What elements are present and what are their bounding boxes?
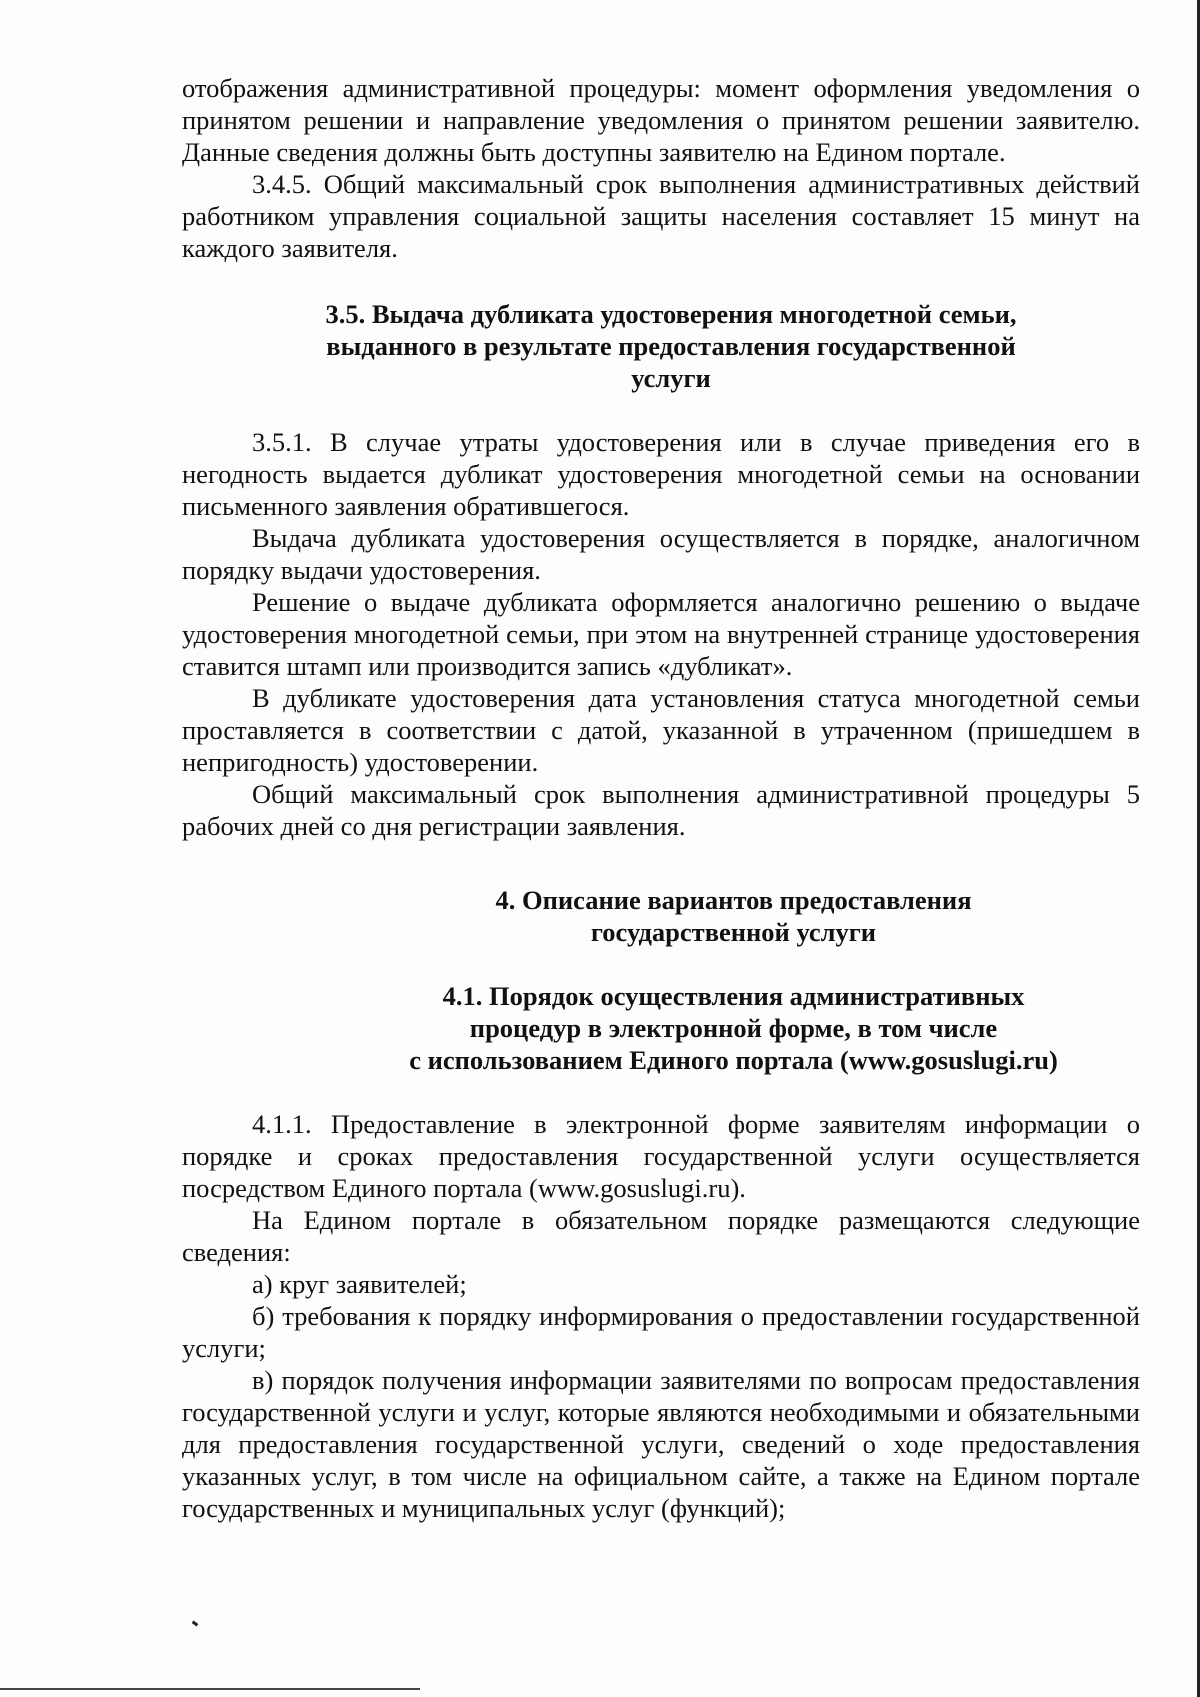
paragraph: отображения административной процедуры: момент оформления уведомления о принятом решении и направление уведомления о принятом решении заявителю. Данные сведения должны быть доступны заявителю на Едином портале. [182,73,1140,167]
paragraph: 3.4.5. Общий максимальный срок выполнения административных действий работником управления социальной защиты населения составляет 15 минут на каждого заявителя. [182,169,1140,263]
section-heading-4 [182,884,1140,948]
paragraph: Выдача дубликата удостоверения осуществляется в порядке, аналогичном порядку выдачи удостоверения. [182,523,1140,585]
list-item: в) порядок получения информации заявителями по вопросам предоставления государственной услуги и услуг, которые являются необходимыми и обязательными для предоставления государственной услуги, сведений о ходе предоставления указанных услуг, в том числе на официальном сайте, а также на Едином портале государственных и муниципальных услуг (функций); [182,1365,1140,1523]
heading-line: выданного в результате предоставления государственной [326,331,1016,361]
document-body [182,72,1140,1524]
paragraph: Общий максимальный срок выполнения административной процедуры 5 рабочих дней со дня регистрации заявления. [182,779,1140,841]
scan-bottom-line [0,1688,420,1690]
section-heading-3-5 [182,298,1140,394]
section-heading-4-1 [182,980,1140,1076]
heading-line: государственной услуги [590,917,877,947]
heading-line: 4.1. Порядок осуществления административных [442,981,1025,1011]
paragraph: Решение о выдаче дубликата оформляется аналогично решению о выдаче удостоверения многодетной семьи, при этом на внутренней странице удостоверения ставится штамп или производится запись «дубликат». [182,587,1140,681]
heading-line: с использованием Единого портала (www.gosuslugi.ru) [409,1045,1058,1075]
paragraph: В дубликате удостоверения дата установления статуса многодетной семьи проставляется в соответствии с датой, указанной в утраченном (пришедшем в непригодность) удостоверении. [182,683,1140,777]
paragraph: 3.5.1. В случае утраты удостоверения или в случае приведения его в негодность выдается дубликат удостоверения многодетной семьи на основании письменного заявления обратившегося. [182,427,1140,521]
scan-speck [192,1621,199,1627]
heading-line: 4. Описание вариантов предоставления [495,885,972,915]
paragraph: На Едином портале в обязательном порядке размещаются следующие сведения: [182,1205,1140,1267]
heading-line: процедур в электронной форме, в том числе [469,1013,998,1043]
paragraph: 4.1.1. Предоставление в электронной форме заявителям информации о порядке и сроках предоставления государственной услуги осуществляется посредством Единого портала (www.gosuslugi.ru). [182,1109,1140,1203]
heading-line: услуги [631,363,711,393]
list-item: б) требования к порядку информирования о предоставлении государственной услуги; [182,1301,1140,1363]
heading-line: 3.5. Выдача дубликата удостоверения многодетной семьи, [325,299,1017,329]
list-item: а) круг заявителей; [252,1269,467,1299]
